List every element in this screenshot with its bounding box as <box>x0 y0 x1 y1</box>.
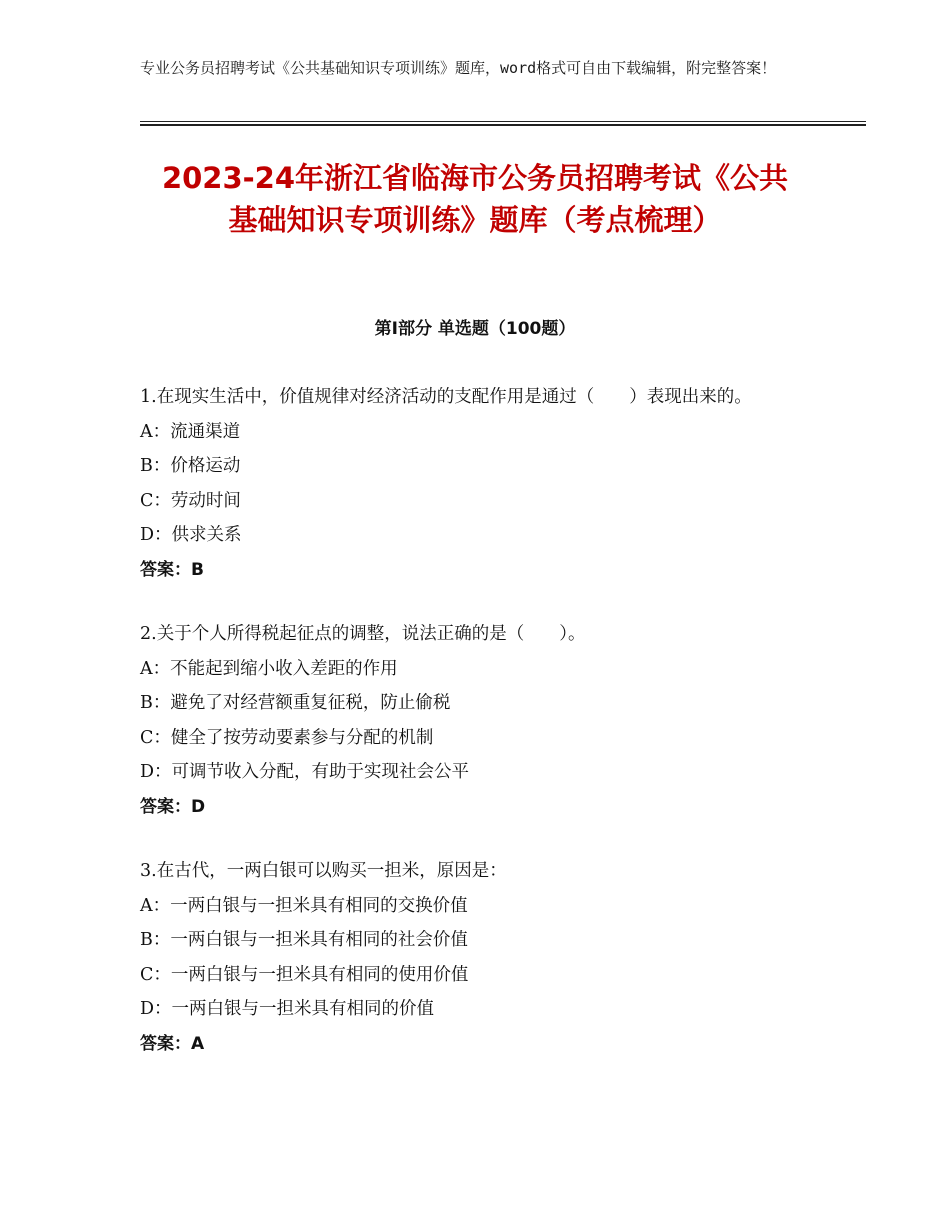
question-stem: 2.关于个人所得税起征点的调整，说法正确的是（ ）。 <box>140 624 586 644</box>
question-2 <box>140 617 820 824</box>
option-c: C：劳动时间 <box>140 490 241 511</box>
option-a: A：流通渠道 <box>140 421 241 442</box>
option-c: C：健全了按劳动要素参与分配的机制 <box>140 727 434 748</box>
option-b: B：避免了对经营额重复征税，防止偷税 <box>140 693 451 713</box>
question-stem: 1.在现实生活中，价值规律对经济活动的支配作用是通过（ ）表现出来的。 <box>140 387 752 407</box>
header-divider-thin <box>140 121 866 122</box>
document-title: 2023-24年浙江省临海市公务员招聘考试《公共基础知识专项训练》题库（考点梳理） <box>161 161 789 237</box>
question-1 <box>140 380 820 587</box>
question-list <box>140 380 820 1091</box>
answer-line: 答案：A <box>140 1033 205 1054</box>
answer-line: 答案：D <box>140 796 206 817</box>
option-b: B：价格运动 <box>140 456 241 476</box>
section-heading: 第Ⅰ部分 单选题（100题） <box>374 319 576 339</box>
option-b: B：一两白银与一担米具有相同的社会价值 <box>140 930 468 950</box>
answer-line: 答案：B <box>140 559 204 580</box>
header-note: 专业公务员招聘考试《公共基础知识专项训练》题库，word格式可自由下载编辑，附完整答案！ <box>140 59 777 77</box>
question-3 <box>140 854 820 1061</box>
option-c: C：一两白银与一担米具有相同的使用价值 <box>140 964 469 985</box>
option-a: A：一两白银与一担米具有相同的交换价值 <box>140 895 468 916</box>
header-divider-thick <box>140 124 866 126</box>
option-a: A：不能起到缩小收入差距的作用 <box>140 658 398 679</box>
question-stem: 3.在古代，一两白银可以购买一担米，原因是： <box>140 861 507 881</box>
option-d: D：一两白银与一担米具有相同的价值 <box>140 999 435 1019</box>
option-d: D：可调节收入分配，有助于实现社会公平 <box>140 762 470 782</box>
option-d: D：供求关系 <box>140 525 242 545</box>
